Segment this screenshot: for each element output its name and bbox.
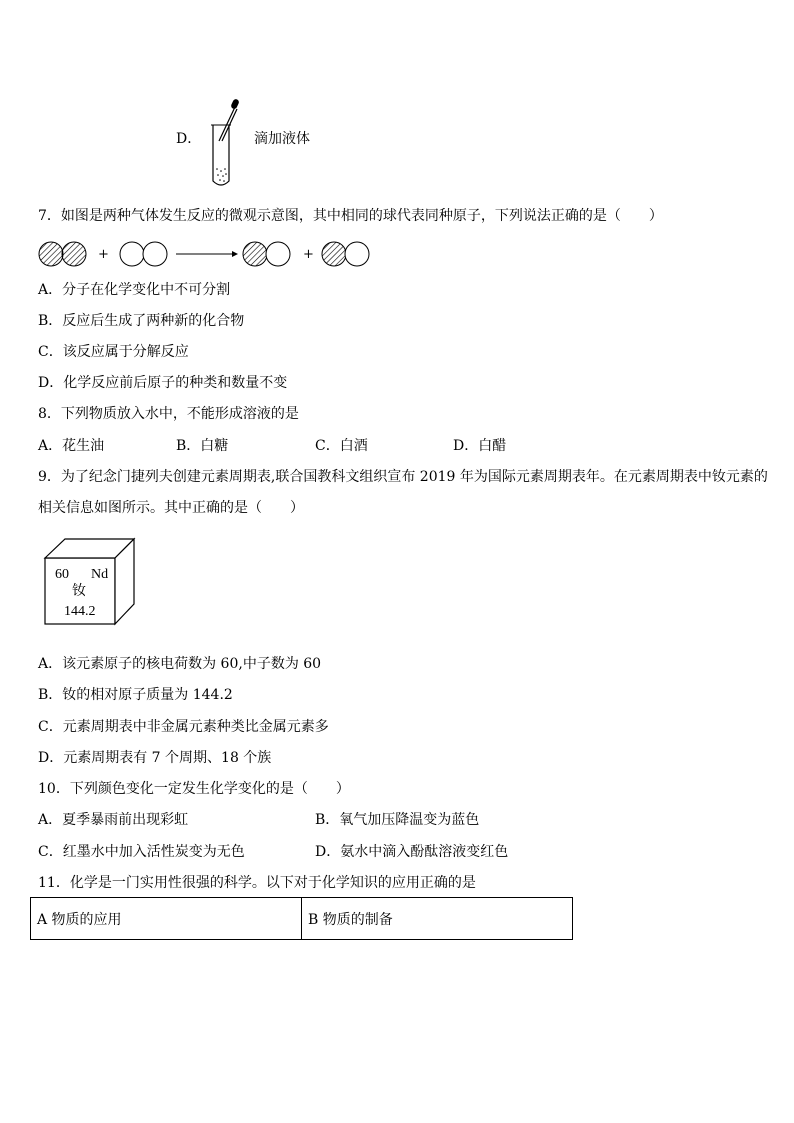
molecule-hatched-white-2 xyxy=(322,242,369,266)
q9-stem-line2: 相关信息如图所示。其中正确的是（ ） xyxy=(38,500,304,516)
element-atomic-mass: 144.2 xyxy=(64,604,96,619)
q10-stem: 10．下列颜色变化一定发生化学变化的是（ ） xyxy=(38,781,350,797)
q11-stem: 11．化学是一门实用性很强的科学。以下对于化学知识的应用正确的是 xyxy=(38,875,476,891)
reaction-plus-1: + xyxy=(98,247,109,262)
q8-option-b: B．白糖 xyxy=(176,438,229,454)
q9-stem-line1: 9．为了纪念门捷列夫创建元素周期表,联合国教科文组织宣布 2019 年为国际元素周期表年。在元素周期表中钕元素的 xyxy=(38,469,768,485)
q9-option-b: B．钕的相对原子质量为 144.2 xyxy=(38,687,233,703)
element-symbol: Nd xyxy=(91,567,109,582)
reaction-diagram xyxy=(38,240,378,268)
molecule-white-pair xyxy=(120,242,167,266)
element-atomic-number: 60 xyxy=(55,567,69,582)
molecule-hatched-white-1 xyxy=(243,242,290,266)
q11-table-header-b: B 物质的制备 xyxy=(302,898,573,940)
q7-option-a: A．分子在化学变化中不可分割 xyxy=(38,282,231,298)
q7-option-c: C．该反应属于分解反应 xyxy=(38,344,189,360)
q10-option-c: C．红墨水中加入活性炭变为无色 xyxy=(38,844,245,860)
table-row xyxy=(31,898,573,940)
q7-option-b: B．反应后生成了两种新的化合物 xyxy=(38,313,245,329)
q10-option-b: B．氧气加压降温变为蓝色 xyxy=(315,812,480,828)
q7-stem: 7．如图是两种气体发生反应的微观示意图，其中相同的球代表同种原子，下列说法正确的是（ ） xyxy=(38,208,663,224)
reaction-arrow xyxy=(176,251,238,257)
q10-option-a: A．夏季暴雨前出现彩虹 xyxy=(38,812,189,828)
q8-option-c: C．白酒 xyxy=(315,438,368,454)
q9-option-a: A．该元素原子的核电荷数为 60,中子数为 60 xyxy=(38,656,322,672)
element-name: 钕 xyxy=(72,584,86,599)
q8-stem: 8．下列物质放入水中，不能形成溶液的是 xyxy=(38,406,299,422)
q8-option-a: A．花生油 xyxy=(38,438,105,454)
q11-table xyxy=(30,897,573,940)
dropper-test-tube-illustration xyxy=(205,97,245,189)
q9-option-c: C．元素周期表中非金属元素种类比金属元素多 xyxy=(38,719,329,735)
q11-table-header-a: A 物质的应用 xyxy=(31,898,302,940)
q6-option-d-label: D． xyxy=(176,131,202,147)
q7-option-d: D．化学反应前后原子的种类和数量不变 xyxy=(38,375,288,391)
molecule-hatched-pair xyxy=(39,242,86,266)
q10-option-d: D．氨水中滴入酚酞溶液变红色 xyxy=(315,844,509,860)
q9-option-d: D．元素周期表有 7 个周期、18 个族 xyxy=(38,750,272,766)
reaction-plus-2: + xyxy=(303,247,314,262)
q8-option-d: D．白醋 xyxy=(453,438,507,454)
q6-option-d-text: 滴加液体 xyxy=(254,131,310,147)
